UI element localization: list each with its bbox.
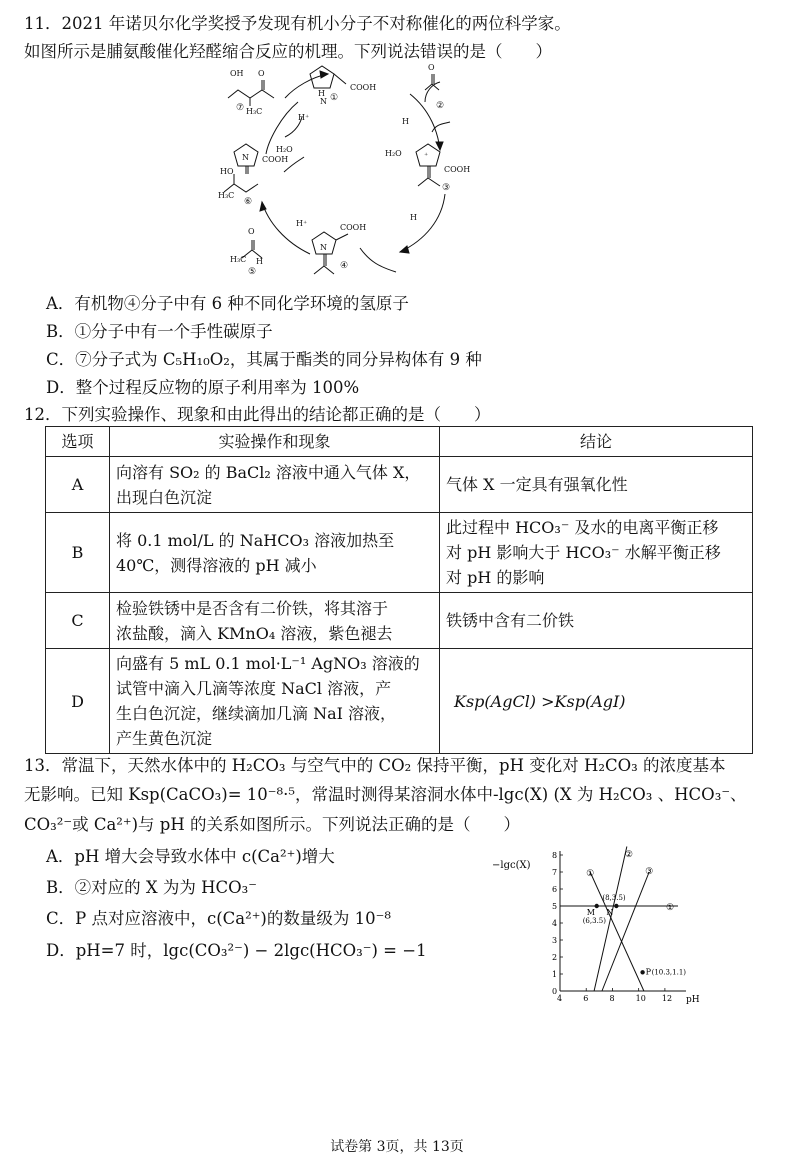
row-d-concl-line: Ksp(AgCl) >Ksp(AgI) xyxy=(454,691,626,711)
label-n-6: N xyxy=(242,153,249,162)
header-conclusion: 结论 xyxy=(440,427,753,457)
label-num-7: ⑦ xyxy=(236,103,245,113)
label-oh-7: OH xyxy=(230,69,244,78)
label-o-2: O xyxy=(428,63,435,72)
y-tick-label: 4 xyxy=(552,919,558,928)
point-label: M xyxy=(586,908,595,917)
label-o-5: O xyxy=(248,227,255,236)
label-h-1: H xyxy=(318,89,325,98)
curve-label: ② xyxy=(624,850,633,860)
row-d-op-line: 生白色沉淀，继续滴加几滴 NaI 溶液， xyxy=(116,704,397,723)
table-row xyxy=(46,593,753,649)
row-c-operation xyxy=(110,593,440,649)
y-tick-label: 8 xyxy=(552,851,558,860)
data-point xyxy=(640,970,644,974)
label-h2o-1: H₂O xyxy=(276,145,293,154)
curve-label: ① xyxy=(586,869,595,879)
row-b-operation xyxy=(110,513,440,593)
data-point xyxy=(595,904,599,908)
row-b-concl-line: 对 pH 影响大于 HCO₃⁻ 水解平衡正移 xyxy=(446,543,721,562)
label-n-1: N xyxy=(320,97,327,106)
x-tick-label: 10 xyxy=(635,994,646,1003)
row-a-op-line: 向溶有 SO₂ 的 BaCl₂ 溶液中通入气体 X， xyxy=(116,462,421,482)
row-b-op-line: 40℃，测得溶液的 pH 减小 xyxy=(116,555,317,575)
row-c-option: C xyxy=(46,593,110,649)
row-a-concl-line: 气体 X 一定具有强氧化性 xyxy=(446,475,628,494)
row-a-operation xyxy=(110,457,440,513)
curve-label: ③ xyxy=(645,867,654,877)
label-n-4: N xyxy=(320,243,327,252)
row-b-option: B xyxy=(46,513,110,593)
q13-stem-line2: 无影响。已知 Ksp(CaCO₃)= 10⁻⁸·⁵，常温时测得某溶洞水体中-lgc(X) (X 为 H₂CO₃ 、HCO₃⁻、 xyxy=(24,785,747,804)
q13-option-a: A．pH 增大会导致水体中 c(Ca²⁺)增大 xyxy=(46,847,335,866)
point-coord: (10.3,1.1) xyxy=(651,968,687,977)
label-h3c-7: H₃C xyxy=(246,107,263,116)
point-coord: (6,3.5) xyxy=(582,917,606,925)
curve-label: ① xyxy=(666,903,675,913)
point-label: P xyxy=(645,967,651,977)
header-operation: 实验操作和现象 xyxy=(110,427,440,457)
q11-option-d: D．整个过程反应物的原子利用率为 100% xyxy=(46,378,360,397)
y-tick-label: 5 xyxy=(552,902,558,911)
chart-xlabel: pH xyxy=(686,995,700,1005)
label-cooh-4: COOH xyxy=(340,223,367,232)
row-d-op-line: 向盛有 5 mL 0.1 mol·L⁻¹ AgNO₃ 溶液的 xyxy=(116,654,420,673)
label-num-5: ⑤ xyxy=(248,267,257,277)
label-h-5: H xyxy=(256,257,263,266)
mechanism-diagram xyxy=(220,62,520,284)
x-tick-label: 4 xyxy=(557,994,563,1003)
q11-option-a: A．有机物④分子中有 6 种不同化学环境的氢原子 xyxy=(46,294,409,313)
chart-ylabel: −lgc(X) xyxy=(492,860,531,871)
y-tick-label: 3 xyxy=(552,936,558,945)
row-d-conclusion xyxy=(440,649,753,754)
data-point xyxy=(614,904,618,908)
label-cooh-3: COOH xyxy=(444,165,471,174)
page-footer: 试卷第 3页，共 13页 xyxy=(330,1139,464,1155)
ph-lgc-chart xyxy=(490,848,710,1008)
label-num-3: ③ xyxy=(442,183,451,193)
label-num-1: ① xyxy=(330,93,339,103)
y-tick-label: 6 xyxy=(552,885,558,894)
label-h-branch: H xyxy=(402,117,409,126)
row-d-operation xyxy=(110,649,440,754)
q11-option-b: B．①分子中有一个手性碳原子 xyxy=(46,322,273,341)
row-b-conclusion xyxy=(440,513,753,593)
header-option: 选项 xyxy=(46,427,110,457)
row-c-concl-line: 铁锈中含有二价铁 xyxy=(446,611,575,630)
label-ho-6: HO xyxy=(220,167,234,176)
label-hplus-2: H⁺ xyxy=(296,219,308,228)
y-tick-label: 1 xyxy=(552,970,558,979)
label-h3c-5: H₃C xyxy=(230,255,247,264)
q11-stem-line1: 11．2021 年诺贝尔化学奖授予发现有机小分子不对称催化的两位科学家。 xyxy=(24,14,571,33)
q13-stem-line1: 13．常温下，天然水体中的 H₂CO₃ 与空气中的 CO₂ 保持平衡，pH 变化对 H₂CO₃ 的浓度基本 xyxy=(24,756,726,775)
row-d-op-line: 产生黄色沉淀 xyxy=(116,729,213,748)
x-tick-label: 8 xyxy=(609,994,615,1003)
point-coord: (8,3.5) xyxy=(602,894,626,902)
x-tick-label: 6 xyxy=(583,994,589,1003)
q13-option-d: D．pH=7 时，lgc(CO₃²⁻) − 2lgc(HCO₃⁻) = −1 xyxy=(46,941,427,960)
experiment-table xyxy=(45,426,753,754)
row-b-concl-line: 对 pH 的影响 xyxy=(446,568,545,587)
x-tick-label: 12 xyxy=(661,994,673,1003)
y-tick-label: 7 xyxy=(552,868,558,877)
label-num-4: ④ xyxy=(340,261,349,271)
q11-option-c: C．⑦分子式为 C₅H₁₀O₂，其属于酯类的同分异构体有 9 种 xyxy=(46,350,482,369)
label-hplus-1: H⁺ xyxy=(298,113,310,122)
label-num-2: ② xyxy=(436,101,445,111)
y-tick-label: 0 xyxy=(552,987,558,996)
row-c-op-line: 浓盐酸，滴入 KMnO₄ 溶液，紫色褪去 xyxy=(116,623,393,643)
row-d-op-line: 试管中滴入几滴等浓度 NaCl 溶液，产 xyxy=(116,679,392,698)
table-row xyxy=(46,513,753,593)
q13-stem-line3: CO₃²⁻或 Ca²⁺)与 pH 的关系如图所示。下列说法正确的是（ ） xyxy=(24,815,520,834)
row-b-op-line: 将 0.1 mol/L 的 NaHCO₃ 溶液加热至 xyxy=(116,530,395,550)
q13-option-c: C．P 点对应溶液中，c(Ca²⁺)的数量级为 10⁻⁸ xyxy=(46,909,391,928)
y-tick-label: 2 xyxy=(552,953,558,962)
label-plus-3: ⁺ xyxy=(424,151,429,160)
arrow-3-to-4 xyxy=(400,194,445,252)
row-a-conclusion xyxy=(440,457,753,513)
label-o-7: O xyxy=(258,69,265,78)
table-header-row xyxy=(46,427,753,457)
row-c-conclusion xyxy=(440,593,753,649)
label-h2o-branch: H₂O xyxy=(385,149,402,158)
table-row xyxy=(46,649,753,754)
row-a-op-line: 出现白色沉淀 xyxy=(116,487,213,507)
label-h-minus: H xyxy=(410,213,417,222)
chart-axes xyxy=(552,851,686,1003)
label-cooh-6: COOH xyxy=(262,155,289,164)
point-label: N xyxy=(606,908,614,917)
table-row xyxy=(46,457,753,513)
row-a-option: A xyxy=(46,457,110,513)
q11-stem-line2: 如图所示是脯氨酸催化羟醛缩合反应的机理。下列说法错误的是（ ） xyxy=(24,42,552,61)
label-num-6: ⑥ xyxy=(244,197,253,207)
label-h3c-6: H₃C xyxy=(218,191,235,200)
arrow-4-to-6 xyxy=(262,202,310,254)
q13-option-b: B．②对应的 X 为为 HCO₃⁻ xyxy=(46,878,257,897)
label-cooh-1: COOH xyxy=(350,83,377,92)
row-b-concl-line: 此过程中 HCO₃⁻ 及水的电离平衡正移 xyxy=(446,518,719,537)
q12-stem: 12．下列实验操作、现象和由此得出的结论都正确的是（ ） xyxy=(24,405,491,424)
row-d-option: D xyxy=(46,649,110,754)
row-c-op-line: 检验铁锈中是否含有二价铁，将其溶于 xyxy=(116,598,389,618)
